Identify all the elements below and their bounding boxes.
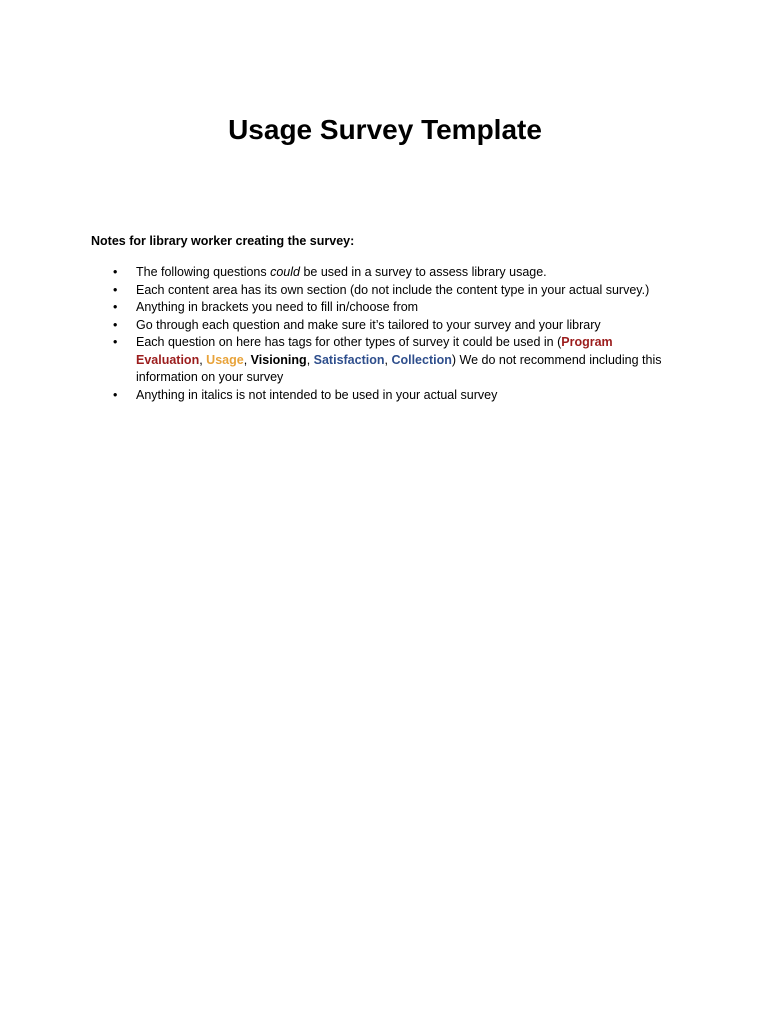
tag-visioning: Visioning — [250, 352, 307, 367]
tag-usage: Usage — [206, 352, 244, 367]
note-text: The following questions — [136, 265, 271, 279]
note-text: Each content area has its own section (do not include the content type in your actual survey.) — [136, 282, 650, 297]
note-text: Anything in italics is not intended to be used in your actual survey — [136, 387, 498, 402]
bullet-icon: • — [113, 317, 118, 332]
note-text: Each question on here has tags for other types of survey it could be used in ( — [136, 335, 562, 349]
notes-heading: Notes for library worker creating the survey: — [91, 234, 355, 248]
note-text: Anything in brackets you need to fill in/choose from — [136, 300, 419, 314]
bullet-icon: • — [113, 265, 118, 279]
note-emphasis: could — [270, 265, 300, 279]
tag-program-evaluation: Program Evaluation — [136, 335, 613, 367]
page-title: Usage Survey Template — [228, 114, 542, 145]
list-item — [91, 317, 681, 335]
note-text: Go through each question and make sure it’s tailored to your survey and your library — [136, 317, 601, 332]
list-item — [91, 299, 681, 317]
tag-separator: , — [306, 352, 314, 367]
list-item — [91, 387, 681, 405]
bullet-icon: • — [113, 300, 118, 314]
tag-separator: , — [243, 352, 251, 367]
tag-separator: , — [199, 352, 207, 367]
bullet-icon: • — [113, 282, 118, 297]
note-text: be used in a survey to assess library usage. — [300, 265, 547, 279]
list-item — [91, 264, 681, 282]
list-item — [91, 334, 681, 387]
note-text: ) We do not recommend including this information on your survey — [136, 352, 662, 384]
list-item — [91, 282, 681, 300]
bullet-icon: • — [113, 335, 118, 349]
bullet-icon: • — [113, 387, 118, 402]
tag-satisfaction: Satisfaction — [313, 352, 385, 367]
notes-list — [91, 264, 681, 404]
tag-separator: , — [384, 352, 392, 367]
tag-collection: Collection — [391, 352, 452, 367]
